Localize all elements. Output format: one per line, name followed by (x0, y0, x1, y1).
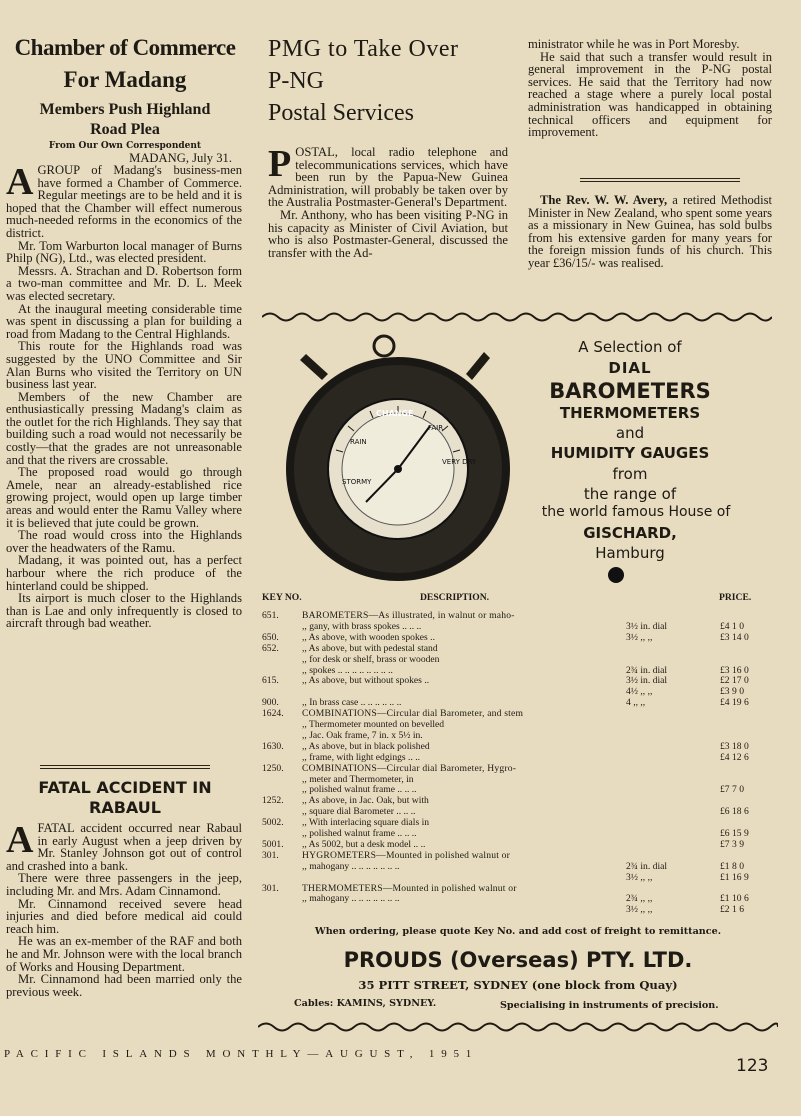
table-row (262, 784, 774, 795)
row-description: ,, Thermometer mounted on bevelled (302, 719, 445, 730)
wavy-rule (258, 1020, 778, 1034)
row-size: 3½ in. dial (626, 620, 668, 632)
ad-line: and (615, 424, 645, 442)
table-row (262, 883, 774, 894)
row-description: ,, As 5002, but a desk model .. .. (302, 838, 426, 850)
article3-dropcap: P (268, 143, 292, 185)
row-description: ,, polished walnut frame .. .. .. (302, 828, 417, 839)
company-name: PROUDS (Overseas) PTY. LTD. (343, 948, 693, 972)
dial-word: STORMY (342, 478, 372, 486)
article3-body (268, 143, 508, 260)
row-description: ,, As above, in Jac. Oak, but with (302, 795, 429, 807)
row-price: £4 12 6 (720, 751, 749, 763)
table-row (262, 719, 774, 730)
article3-title-line3: Postal Services (268, 100, 414, 126)
article3-continued (528, 38, 772, 139)
dial-word: CHANGE (376, 409, 414, 418)
article3-paragraph: ministrator while he was in Port Moresby. (528, 37, 740, 51)
table-row (262, 632, 774, 643)
article2-dropcap: A (6, 819, 34, 861)
ad-line: THERMOMETERS (559, 404, 701, 422)
row-description: ,, As above, but without spokes .. (302, 675, 430, 687)
table-row (262, 665, 774, 676)
row-description: COMBINATIONS—Circular dial Barometer, and stem (302, 708, 524, 720)
article1-dateline: MADANG, July 31. (129, 151, 232, 165)
row-size: 2¾ ,, ,, (626, 893, 653, 905)
row-size: 3½ ,, ,, (626, 904, 653, 916)
dial-word: VERY DRY (442, 458, 477, 466)
dial-word: FAIR (428, 424, 444, 432)
row-key: 1630. (262, 740, 284, 752)
article2-paragraph: FATAL accident occurred near Rabaul in early August when a jeep driven by Mr. Stanley Johnson got out of control and crashed into a bank. (6, 821, 242, 873)
table-row (262, 621, 774, 632)
article1-paragraph: Its airport is much closer to the Highlands than is Lae and only infrequently is closed to aircraft through bad weather. (6, 591, 242, 631)
ornament-dot (608, 567, 624, 583)
row-price: £2 17 0 (720, 675, 749, 687)
row-description: ,, frame, with light edgings .. .. (302, 751, 421, 763)
ad-line: from (612, 465, 648, 483)
row-description: HYGROMETERS—Mounted in polished walnut or (302, 849, 511, 861)
row-description: ,, As above, but in black polished (302, 740, 430, 752)
table-row (262, 763, 774, 774)
table-row (262, 904, 774, 915)
row-size: 4 ,, ,, (626, 697, 646, 709)
row-size: 2¾ in. dial (626, 664, 668, 676)
article4-lead: The Rev. W. W. Avery, (540, 193, 668, 207)
col-key-header: KEY NO. (262, 592, 302, 603)
row-description: ,, for desk or shelf, brass or wooden (302, 653, 440, 665)
price-table (262, 592, 774, 922)
article1-byline: From Our Own Correspondent (48, 141, 202, 151)
row-key: 1252. (262, 795, 284, 807)
ad-line: DIAL (608, 359, 652, 377)
dial-word: RAIN (350, 438, 367, 446)
row-price: £1 16 9 (720, 871, 749, 883)
row-price: £4 19 6 (720, 697, 749, 709)
divider (40, 765, 210, 766)
divider (40, 768, 210, 769)
row-description: ,, gany, with brass spokes .. .. .. (302, 620, 422, 632)
table-row (262, 861, 774, 872)
row-description: ,, Jac. Oak frame, 7 in. x 5½ in. (302, 729, 423, 741)
ad-line: the range of (583, 485, 677, 503)
table-row (262, 795, 774, 806)
row-price: £7 3 9 (720, 838, 744, 850)
article1-dropcap: A (6, 161, 34, 203)
ad-line: GISCHARD, (583, 524, 677, 542)
row-description: BAROMETERS—As illustrated, in walnut or maho- (302, 610, 515, 621)
row-price: £4 1 0 (720, 620, 744, 632)
row-price: £1 10 6 (720, 893, 749, 905)
article2-body (6, 819, 242, 999)
row-key: 650. (262, 631, 279, 643)
row-price: £1 8 0 (720, 860, 744, 872)
row-description: ,, As above, with wooden spokes .. (302, 631, 435, 643)
article3-title-line1: PMG to Take Over (268, 36, 459, 62)
ad-headline: BAROMETERS (549, 379, 711, 403)
row-price: £7 7 0 (720, 784, 744, 796)
table-row (262, 730, 774, 741)
article2-title-line2: RABAUL (89, 798, 161, 817)
article1-paragraph: This route for the Highlands road was suggested by the UNO Committee and Sir Alan Burns who visited the Territory on UN business last year. (6, 339, 242, 392)
article4-text: a retired Methodist Minister in New Zealand, who spent some years as a missionary in New Guinea, has sold bulbs from his extensive garden for many years for the foreign mission funds of his church. This year £36/15/- was realised. (528, 193, 773, 270)
article3-paragraph: Mr. Anthony, who has been visiting P-NG in his capacity as Minister of Civil Aviation, but who is also Postmaster-General, discussed the transfer with the Ad- (268, 207, 508, 260)
article1-body (6, 161, 242, 631)
footer-magazine: PACIFIC ISLANDS MONTHLY—AUGUST, 1951 (4, 1048, 479, 1060)
table-row (262, 774, 774, 785)
table-row (262, 850, 774, 861)
article1-paragraph: The road would cross into the Highlands over the headwaters of the Ramu. (6, 528, 242, 555)
table-row (262, 741, 774, 752)
table-row (262, 817, 774, 828)
row-size: 3½ in. dial (626, 675, 668, 687)
article2-paragraph: Mr. Cinnamond had been married only the previous week. (6, 972, 242, 999)
divider (580, 181, 740, 182)
article2-paragraph: Mr. Cinnamond received severe head injuries and died before medical aid could reach him. (6, 896, 242, 936)
row-size: 3½ ,, ,, (626, 871, 653, 883)
article1-title-line1: Chamber of Commerce (14, 35, 236, 60)
table-row (262, 675, 774, 686)
row-key: 301. (262, 849, 279, 861)
row-price: £3 14 0 (720, 631, 749, 643)
row-size: 3½ ,, ,, (626, 631, 653, 643)
article1-subtitle-line2: Road Plea (90, 121, 160, 138)
row-description: ,, square dial Barometer .. .. .. (302, 806, 416, 818)
table-row (262, 872, 774, 883)
table-row (262, 806, 774, 817)
ad-line: HUMIDITY GAUGES (550, 444, 710, 462)
article1-paragraph: The proposed road would go through Amele, near an already-established rice growing project, would open up large timber areas and would enter the Ramu Valley where it is believed that jute could be grown. (6, 465, 242, 530)
table-row (262, 752, 774, 763)
table-header (262, 592, 774, 603)
row-price: £3 9 0 (720, 686, 744, 698)
row-key: 5001. (262, 838, 284, 850)
row-description: ,, mahogany .. .. .. .. .. .. .. (302, 893, 400, 905)
table-row (262, 708, 774, 719)
company-address: 35 PITT STREET, SYDNEY (one block from Quay) (358, 978, 678, 992)
article2-paragraph: He was an ex-member of the RAF and both he and Mr. Johnson were with the local branch of Works and Housing Department. (6, 934, 242, 974)
col-price-header: PRICE. (719, 592, 752, 603)
ad-line: A Selection of (578, 338, 682, 356)
article3-title-line2: P-NG (268, 68, 325, 94)
article4-body (528, 194, 772, 270)
barometer-illustration (266, 334, 526, 584)
row-key: 1250. (262, 762, 284, 774)
row-key: 301. (262, 882, 279, 894)
row-description: ,, spokes .. .. .. .. .. .. .. .. (302, 664, 393, 676)
cables: Cables: KAMINS, SYDNEY. (294, 998, 437, 1009)
row-description: COMBINATIONS—Circular dial Barometer, Hygro- (302, 762, 517, 774)
article1-paragraph: Madang, it was pointed out, has a perfect harbour where the rich produce of the hinterland could be shipped. (6, 553, 242, 593)
row-description: ,, As above, but with pedestal stand (302, 642, 438, 654)
article1-paragraph: Members of the new Chamber are enthusiastically pressing Madang's claim as the outlet for the rich Highlands. They say that building such a road would not necessarily be costly—that the grades are not unreasonable and that the rivers are crossable. (6, 389, 242, 467)
article3-paragraph: He said that such a transfer would result in general improvement in the P-NG postal services. He said that the Territory had now reached a stage where a purely local postal administration was handicapped in obtaining technical officers and equipment for improvement. (528, 49, 772, 140)
table-row (262, 893, 774, 904)
row-description: ,, polished walnut frame .. .. .. (302, 784, 417, 796)
table-row (262, 654, 774, 665)
row-price: £3 16 0 (720, 664, 749, 676)
article2-title-line1: FATAL ACCIDENT IN (38, 778, 212, 797)
row-size: 4½ ,, ,, (626, 686, 653, 698)
row-price: £6 18 6 (720, 806, 749, 818)
table-row (262, 697, 774, 708)
table-row (262, 828, 774, 839)
divider (580, 178, 740, 179)
row-price: £2 1 6 (720, 904, 744, 916)
article1-paragraph: Mr. Tom Warburton local manager of Burns Philp (NG), Ltd., was elected president. (6, 238, 242, 266)
page-number: 123 (736, 1056, 769, 1076)
article1-subtitle-line1: Members Push Highland (39, 101, 211, 118)
table-row (262, 610, 774, 621)
speciality: Specialising in instruments of precision. (500, 1000, 719, 1011)
article1-paragraph: At the inaugural meeting considerable time was spent in discussing a plan for building a road from Madang to the Central Highlands. (6, 301, 242, 341)
row-description: ,, meter and Thermometer, in (302, 773, 414, 785)
row-key: 652. (262, 642, 279, 654)
row-description: ,, mahogany .. .. .. .. .. .. .. (302, 860, 400, 872)
ad-line: the world famous House of (541, 504, 731, 520)
row-key: 1624. (262, 708, 284, 720)
row-price: £6 15 9 (720, 828, 749, 839)
ad-line: Hamburg (595, 544, 665, 562)
article2-paragraph: There were three passengers in the jeep, including Mr. and Mrs. Adam Cinnamond. (6, 871, 242, 898)
row-key: 5002. (262, 817, 284, 829)
table-row (262, 643, 774, 654)
row-key: 651. (262, 610, 279, 621)
wavy-rule (262, 310, 772, 324)
row-key: 900. (262, 697, 279, 709)
table-row (262, 839, 774, 850)
row-price: £3 18 0 (720, 740, 749, 752)
row-description: ,, In brass case .. .. .. .. .. .. (302, 697, 402, 709)
row-description: THERMOMETERS—Mounted in polished walnut or (302, 882, 517, 894)
table-row (262, 686, 774, 697)
col-desc-header: DESCRIPTION. (420, 592, 490, 603)
row-size: 2¾ in. dial (626, 860, 668, 872)
article1-title-line2: For Madang (63, 67, 187, 92)
article3-paragraph: OSTAL, local radio telephone and telecommunications services, which have been run by the Papua-New Guinea Administration, will probably be taken over by the Australia Postmaster-General's Department. (268, 145, 508, 210)
row-description: ,, With interlacing square dials in (302, 817, 430, 829)
article1-paragraph: Messrs. A. Strachan and D. Robertson form a two-man committee and Mr. D. L. Meek was elected secretary. (6, 263, 242, 303)
article1-paragraph: GROUP of Madang's business-men have formed a Chamber of Commerce. Regular meetings are to be held and it is hoped that the Chamber will effect numerous much-needed reforms in the economics of the district. (6, 163, 242, 240)
ordering-note: When ordering, please quote Key No. and add cost of freight to remittance. (314, 926, 722, 937)
row-key: 615. (262, 675, 279, 687)
